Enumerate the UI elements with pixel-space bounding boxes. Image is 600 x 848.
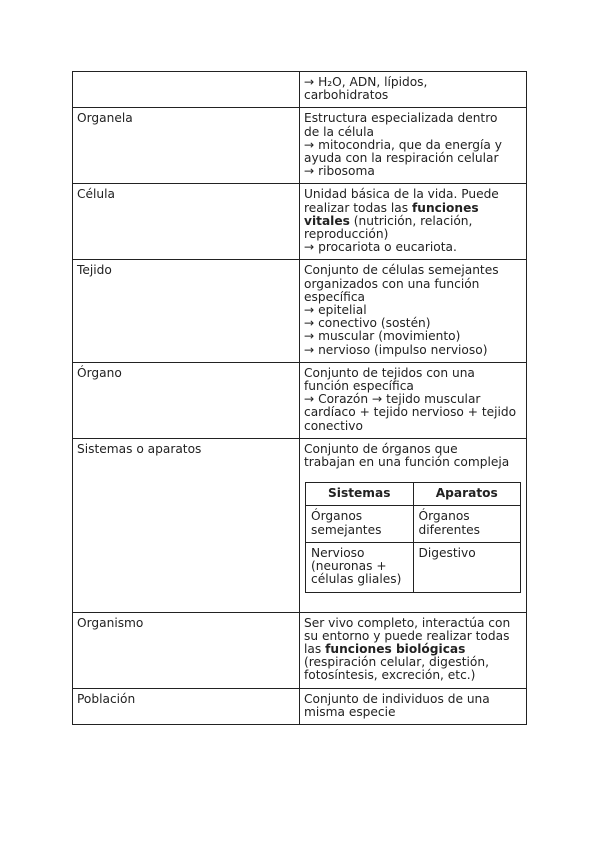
desc-text: las — [304, 641, 326, 656]
description-cell — [300, 184, 527, 260]
table-row — [73, 260, 527, 362]
inner-cell-line: Digestivo — [418, 545, 476, 560]
table-row — [73, 184, 527, 260]
description-cell — [300, 108, 527, 184]
desc-line: Conjunto de órganos que — [304, 441, 458, 456]
description-cell — [300, 72, 527, 108]
inner-cell — [306, 506, 414, 542]
inner-row — [306, 506, 521, 542]
table-row — [73, 72, 527, 108]
table-row — [73, 108, 527, 184]
desc-line: Estructura especializada dentro — [304, 111, 498, 126]
desc-line: carbohidratos — [304, 88, 389, 103]
desc-line: reproducción) — [304, 227, 389, 242]
desc-line: → conectivo (sostén) — [304, 316, 431, 331]
inner-cell — [413, 506, 521, 542]
desc-line: fotosíntesis, excreción, etc.) — [304, 668, 476, 683]
desc-line: → H₂O, ADN, lípidos, — [304, 75, 428, 89]
inner-header-row — [306, 483, 521, 506]
term-cell: Sistemas o aparatos — [73, 438, 300, 612]
desc-line: → ribosoma — [304, 164, 375, 179]
desc-line: función específica — [304, 379, 414, 394]
term-cell: Población — [73, 688, 300, 724]
inner-cell-line: Órganos — [418, 509, 470, 524]
desc-text: (nutrición, relación, — [349, 213, 473, 228]
biology-levels-table — [72, 71, 527, 725]
desc-line: → epitelial — [304, 303, 367, 318]
desc-line: (respiración celular, digestión, — [304, 655, 489, 670]
desc-line: Conjunto de tejidos con una — [304, 365, 475, 380]
inner-row — [306, 542, 521, 592]
desc-text: realizar todas las — [304, 200, 412, 215]
description-cell — [300, 438, 527, 612]
desc-line: Unidad básica de la vida. Puede — [304, 187, 499, 202]
desc-line: ayuda con la respiración celular — [304, 151, 499, 166]
desc-line: trabajan en una función compleja — [304, 455, 510, 470]
description-cell — [300, 688, 527, 724]
desc-bold-text: vitales — [304, 213, 350, 228]
desc-line: → muscular (movimiento) — [304, 329, 461, 344]
description-cell — [300, 612, 527, 688]
table-row — [73, 362, 527, 438]
desc-line: misma especie — [304, 704, 396, 719]
inner-cell-line: diferentes — [418, 522, 481, 537]
desc-bold-text: funciones — [411, 200, 479, 215]
term-cell: Órgano — [73, 362, 300, 438]
desc-line: → Corazón → tejido muscular — [304, 392, 481, 407]
desc-line: → mitocondria, que da energía y — [304, 137, 502, 152]
description-cell — [300, 260, 527, 362]
desc-line: → procariota o eucariota. — [304, 240, 457, 255]
term-cell: Organela — [73, 108, 300, 184]
desc-line: Conjunto de individuos de una — [304, 691, 490, 706]
desc-bold-text: funciones biológicas — [325, 641, 466, 656]
desc-line: cardíaco + tejido nervioso + tejido — [304, 405, 517, 420]
desc-line: su entorno y puede realizar todas — [304, 628, 510, 643]
desc-line: específica — [304, 289, 366, 304]
inner-header-aparatos: Aparatos — [413, 483, 521, 506]
inner-cell — [413, 542, 521, 592]
inner-cell-line: semejantes — [311, 522, 382, 537]
inner-header-sistemas: Sistemas — [306, 483, 414, 506]
term-cell: Célula — [73, 184, 300, 260]
inner-cell — [306, 542, 414, 592]
systems-vs-apparatus-table — [305, 482, 521, 592]
desc-line: de la célula — [304, 124, 375, 139]
desc-line: organizados con una función — [304, 276, 480, 291]
desc-line: Ser vivo completo, interactúa con — [304, 615, 511, 630]
inner-cell-line: Nervioso — [311, 545, 365, 560]
table-row — [73, 438, 527, 612]
inner-cell-line: (neuronas + — [311, 559, 387, 574]
desc-line: conectivo — [304, 418, 363, 433]
inner-cell-line: Órganos — [311, 509, 363, 524]
desc-line: Conjunto de células semejantes — [304, 263, 499, 278]
inner-cell-line: células gliales) — [311, 572, 402, 587]
term-cell — [73, 72, 300, 108]
description-cell — [300, 362, 527, 438]
desc-line: → nervioso (impulso nervioso) — [304, 342, 488, 357]
table-row — [73, 688, 527, 724]
term-cell: Tejido — [73, 260, 300, 362]
table-row — [73, 612, 527, 688]
term-cell: Organismo — [73, 612, 300, 688]
